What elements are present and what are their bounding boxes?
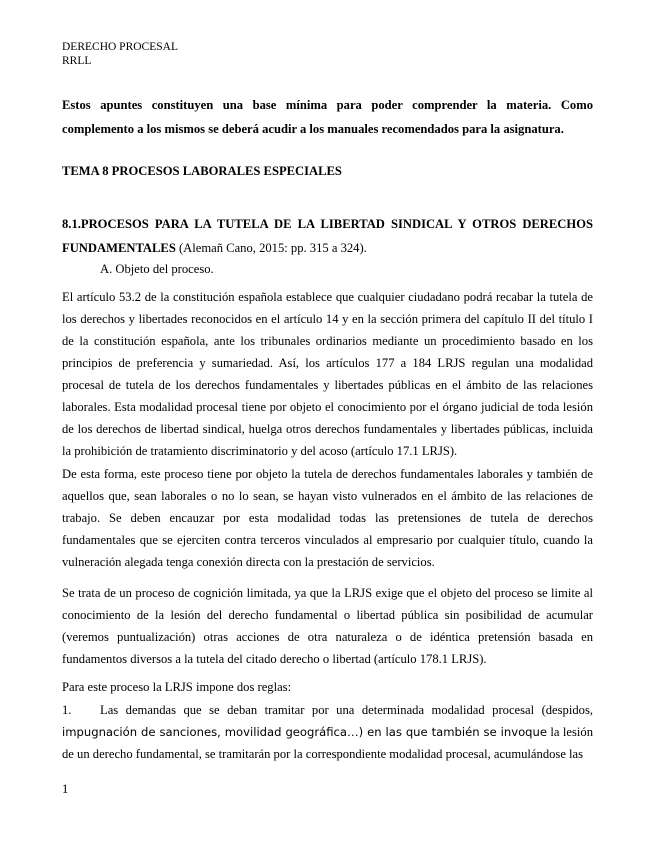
subsection-heading: A. Objeto del proceso.: [100, 262, 214, 276]
header-course: DERECHO PROCESAL: [62, 41, 178, 53]
document-header: [62, 40, 178, 68]
list-item-text-alt-font: impugnación de sanciones, movilidad geográfica…) en las que también se invoque: [62, 725, 548, 739]
section-reference: (Alemañ Cano, 2015: pp. 315 a 324).: [175, 241, 367, 255]
paragraph: El artículo 53.2 de la constitución española establece que cualquier ciudadano podrá recabar la tutela de los derechos y libertades reconocidos en el artículo 14 y en la sección primera del capítulo II del título I de la constitución española, ante los tribunales ordinarios mediante un procedimiento basado en los principios de preferencia y sumariedad. Así, los artículos 177 a 184 LRJS regulan una modalidad procesal de tutela de los derechos fundamentales y libertades públicas en el ámbito de las relaciones laborales. Esta modalidad procesal tiene por objeto el conocimiento por el órgano judicial de toda lesión de los derechos de libertad sindical, huelga otros derechos fundamentales y libertades públicas, incluida la prohibición de tratamiento discriminatorio y del acoso (artículo 17.1 LRJS).: [62, 290, 593, 458]
list-item-text: Las demandas que se deban tramitar por una determinada modalidad procesal (despidos,: [100, 703, 593, 717]
topic-title: TEMA 8 PROCESOS LABORALES ESPECIALES: [62, 164, 342, 178]
intro-notice: Estos apuntes constituyen una base mínima para poder comprender la materia. Como complemento a los mismos se deberá acudir a los manuales recomendados para la asignatura.: [62, 98, 593, 136]
paragraph: De esta forma, este proceso tiene por objeto la tutela de derechos fundamentales laborales y también de aquellos que, sean laborales o no lo sean, se hayan visto vulnerados en el ámbito de las relaciones de trabajo. Se deben encauzar por esta modalidad todas las pretensiones de tutela de derechos fundamentales que se ejerciten contra terceros vinculados al empresario por cualquier título, cuando la vulneración alegada tenga conexión directa con la prestación de servicios.: [62, 467, 593, 569]
page-number: 1: [62, 782, 69, 796]
section-heading: [62, 212, 593, 260]
list-item: [62, 699, 593, 765]
list-item-text: la lesión de un derecho fundamental, se tramitarán por la correspondiente modalidad procesal, acumulándose las: [62, 725, 594, 761]
section-title: 8.1.PROCESOS PARA LA TUTELA DE LA LIBERTAD SINDICAL Y OTROS DERECHOS FUNDAMENTALES: [62, 217, 593, 255]
paragraph: Se trata de un proceso de cognición limitada, ya que la LRJS exige que el objeto del proceso se limite al conocimiento de la lesión del derecho fundamental o libertad pública sin posibilidad de acumular (veremos puntualización) otras acciones de otra naturaleza o de idéntica pretensión basada en fundamentos diversos a la tutela del citado derecho o libertad (artículo 178.1 LRJS).: [62, 586, 593, 666]
header-subject: RRLL: [62, 55, 92, 67]
list-item-number: 1.: [62, 703, 72, 717]
paragraph: Para este proceso la LRJS impone dos reglas:: [62, 680, 292, 694]
